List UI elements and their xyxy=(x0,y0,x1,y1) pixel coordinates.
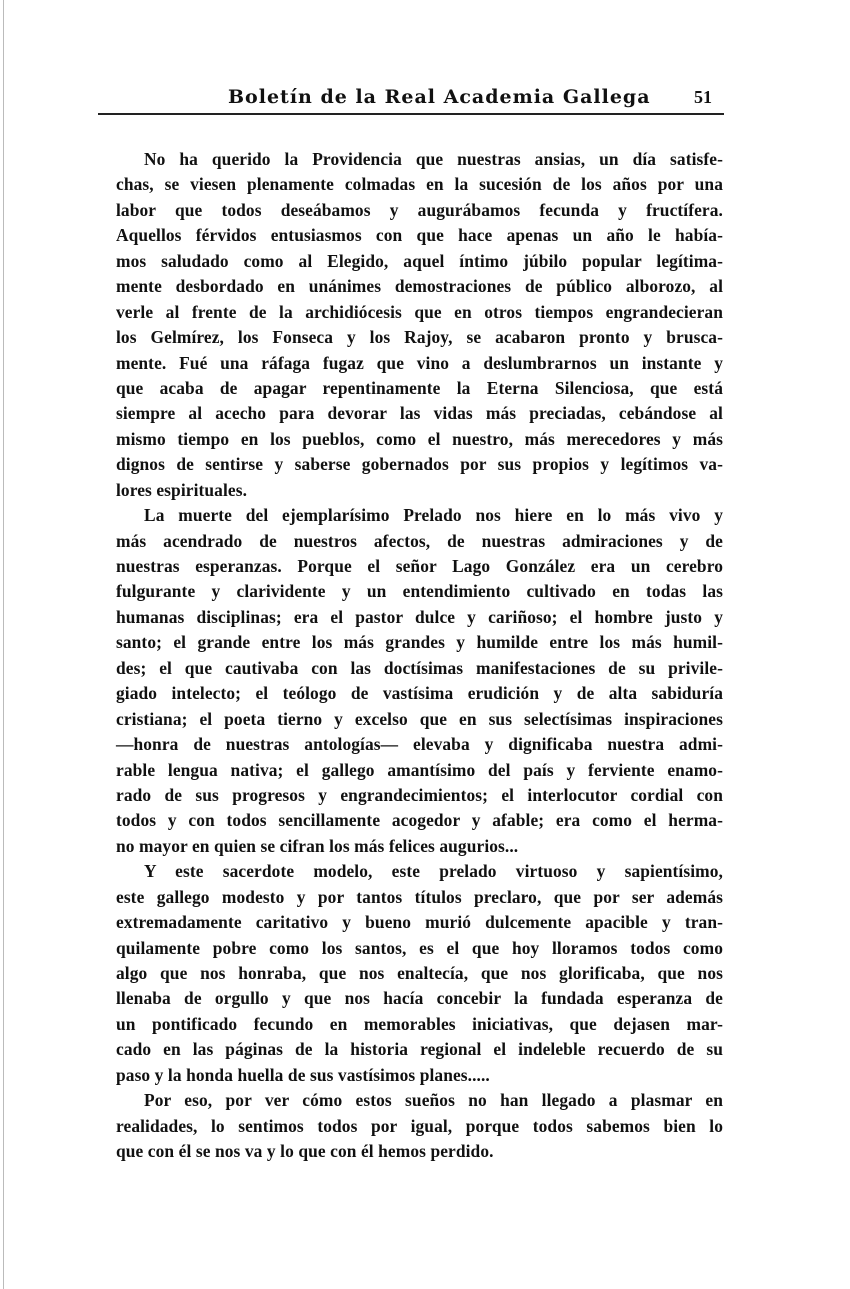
text-line: extremadamente caritativo y bueno murió dulcemente apacible y tran- xyxy=(116,912,723,933)
page-scan-edge xyxy=(3,0,4,1289)
text-line: que acaba de apagar repentinamente la Eterna Silenciosa, que está xyxy=(116,377,723,398)
text-line: giado intelecto; el teólogo de vastísima erudición y de alta sabiduría xyxy=(116,683,723,704)
text-line: No ha querido la Providencia que nuestras ansias, un día satisfe- xyxy=(144,149,723,169)
text-line: chas, se viesen plenamente colmadas en la sucesión de los años por una xyxy=(116,174,723,195)
text-line: cado en las páginas de la historia regional el indeleble recuerdo de su xyxy=(116,1039,723,1060)
text-line: des; el que cautivaba con las doctísimas manifestaciones de su privile- xyxy=(116,657,723,678)
text-line: que con él se nos va y lo que con él hemos perdido. xyxy=(116,1141,494,1162)
text-line: —honra de nuestras antologías— elevaba y dignificaba nuestra admi- xyxy=(116,734,723,755)
header-rule xyxy=(98,113,724,115)
text-line: un pontificado fecundo en memorables iniciativas, que dejasen mar- xyxy=(116,1013,723,1034)
text-line: Aquellos férvidos entusiasmos con que hace apenas un año le había- xyxy=(116,225,723,246)
text-line: mos saludado como al Elegido, aquel íntimo júbilo popular legítima- xyxy=(116,250,723,271)
text-line: realidades, lo sentimos todos por igual, porque todos sabemos bien lo xyxy=(116,1115,723,1136)
text-line: labor que todos deseábamos y augurábamos fecunda y fructífera. xyxy=(116,199,723,220)
text-line: mismo tiempo en los pueblos, como el nuestro, más merecedores y más xyxy=(116,428,723,449)
text-line: todos y con todos sencillamente acogedor y afable; era como el herma- xyxy=(116,810,723,831)
paragraph xyxy=(116,1088,723,1164)
text-line: quilamente pobre como los santos, es el que hoy lloramos todos como xyxy=(116,937,723,958)
text-line: este gallego modesto y por tantos títulos preclaro, que por ser además xyxy=(116,886,723,907)
text-line: rable lengua nativa; el gallego amantísimo del país y ferviente enamo- xyxy=(116,759,723,780)
text-line: santo; el grande entre los más grandes y humilde entre los más humil- xyxy=(116,632,723,653)
text-line: algo que nos honraba, que nos enaltecía, que nos glorificaba, que nos xyxy=(116,963,723,983)
text-line: lores espirituales. xyxy=(116,479,248,500)
text-line: fulgurante y clarividente y un entendimiento cultivado en todas las xyxy=(116,581,723,602)
text-line: humanas disciplinas; era el pastor dulce y cariñoso; el hombre justo y xyxy=(116,606,723,627)
article-body xyxy=(116,147,723,1165)
paragraph xyxy=(116,859,723,1088)
text-line: mente desbordado en unánimes demostraciones de público alborozo, al xyxy=(116,276,723,297)
text-line: Y este sacerdote modelo, este prelado virtuoso y sapientísimo, xyxy=(144,861,723,882)
text-line: cristiana; el poeta tierno y excelso que en sus selectísimas inspiraciones xyxy=(116,708,723,729)
page-number: 51 xyxy=(694,87,712,107)
text-line: mente. Fué una ráfaga fugaz que vino a deslumbrarnos un instante y xyxy=(116,352,723,373)
text-line: más acendrado de nuestros afectos, de nuestras admiraciones y de xyxy=(116,530,723,551)
paragraph xyxy=(116,147,723,503)
text-line: no mayor en quien se cifran los más felices augurios... xyxy=(116,835,519,856)
text-line: Por eso, por ver cómo estos sueños no han llegado a plasmar en xyxy=(144,1090,723,1111)
running-header xyxy=(116,86,722,114)
text-line: La muerte del ejemplarísimo Prelado nos hiere en lo más vivo y xyxy=(144,505,723,526)
text-line: rado de sus progresos y engrandecimientos; el interlocutor cordial con xyxy=(116,784,723,805)
paragraph xyxy=(116,503,723,859)
text-line: dignos de sentirse y saberse gobernados por sus propios y legítimos va- xyxy=(116,454,723,475)
text-line: siempre al acecho para devorar las vidas más preciadas, cebándose al xyxy=(116,403,723,424)
text-line: nuestras esperanzas. Porque el señor Lago González era un cerebro xyxy=(116,556,723,576)
text-line: los Gelmírez, los Fonseca y los Rajoy, se acabaron pronto y brusca- xyxy=(116,327,723,348)
journal-title: Boletín de la Real Academia Gallega xyxy=(228,86,651,108)
text-line: paso y la honda huella de sus vastísimos planes..... xyxy=(116,1064,490,1085)
text-line: verle al frente de la archidiócesis que en otros tiempos engrandecieran xyxy=(116,301,723,322)
text-line: llenaba de orgullo y que nos hacía concebir la fundada esperanza de xyxy=(116,988,723,1009)
